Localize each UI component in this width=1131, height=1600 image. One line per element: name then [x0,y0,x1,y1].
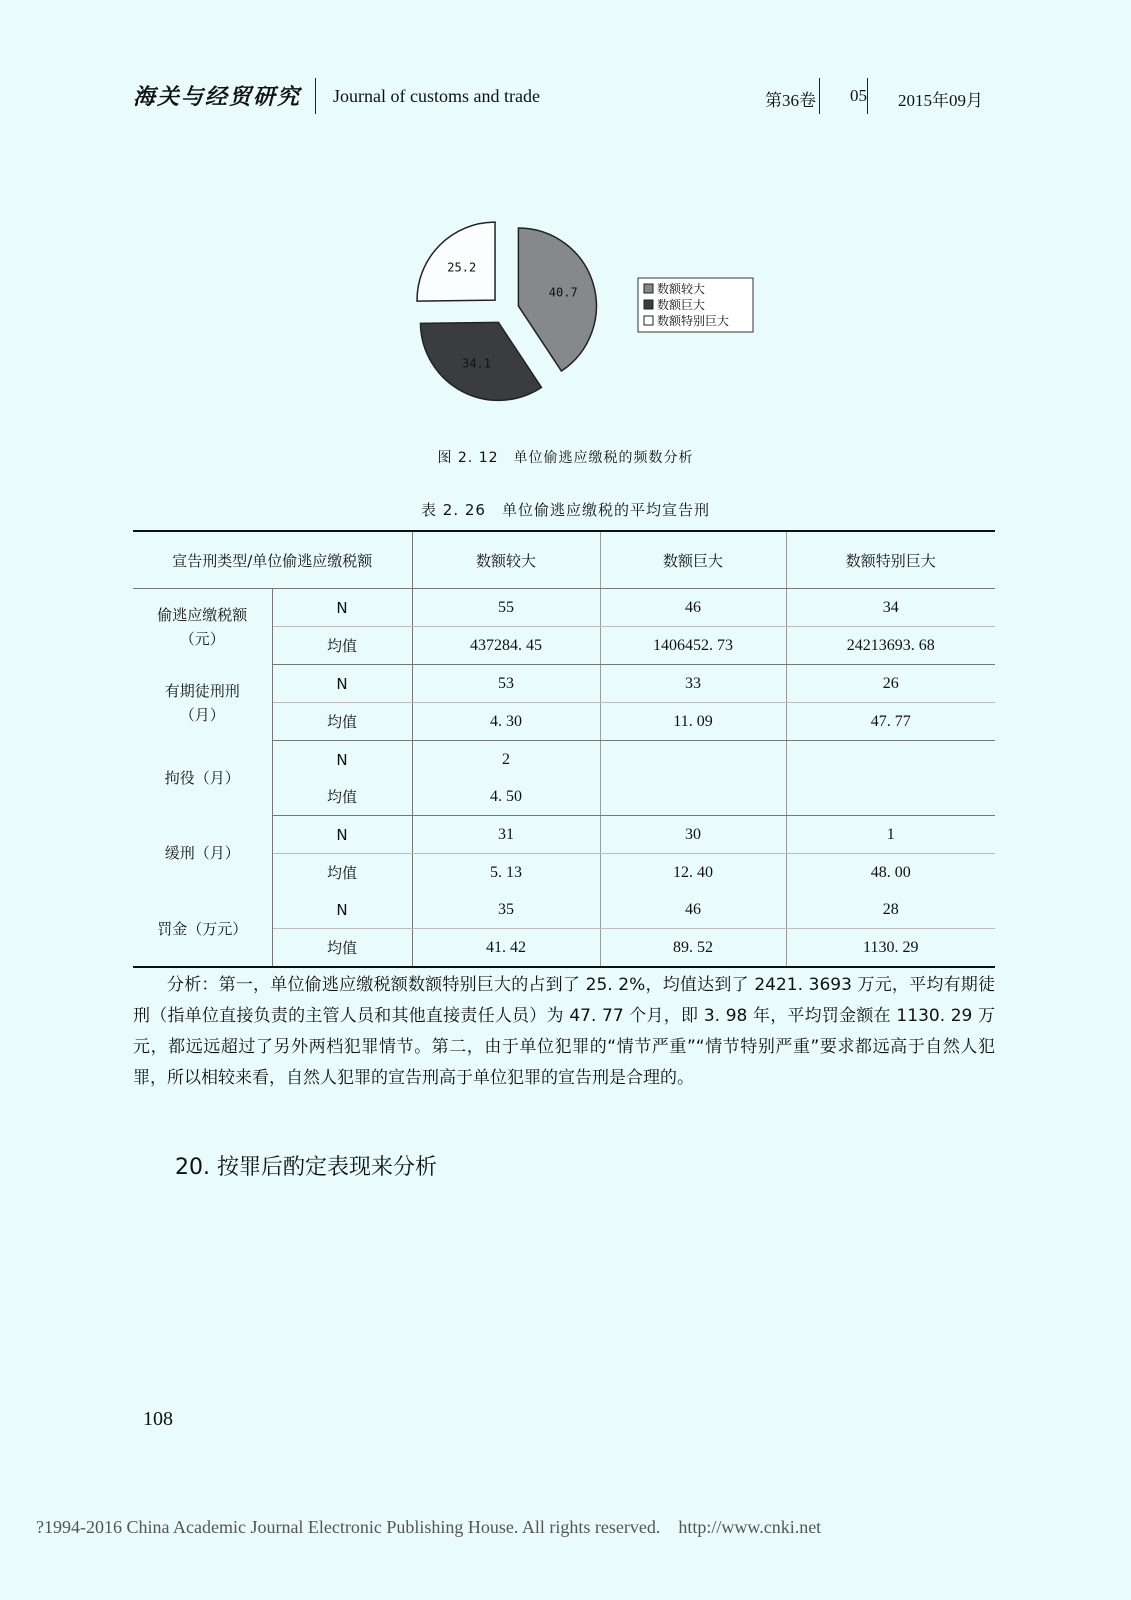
table-cell: 47. 77 [786,703,995,741]
group-label: 偷逃应缴税额 （元） [133,589,272,665]
table-row [133,589,995,627]
group-label: 有期徒刑刑 （月） [133,665,272,741]
table-cell: 24213693. 68 [786,627,995,665]
table-cell: 53 [412,665,600,703]
table-cell: 46 [600,891,786,929]
table-cell: 41. 42 [412,929,600,968]
journal-date: 2015年09月 [898,91,983,110]
stat-label: 均值 [272,929,412,968]
table-header-row [133,531,995,589]
table-cell: 34 [786,589,995,627]
table-row [133,665,995,703]
table-cell: 35 [412,891,600,929]
header-col2: 数额巨大 [600,531,786,589]
table-cell: 5. 13 [412,854,600,892]
figure-caption: 图 2. 12 单位偷逃应缴税的频数分析 [437,450,694,466]
table-cell [786,741,995,779]
stat-label: N [272,891,412,929]
table-cell: 26 [786,665,995,703]
sentence-table [133,530,995,968]
table-cell: 11. 09 [600,703,786,741]
legend-label: 数额巨大 [657,298,706,312]
pie-data-label: 25.2 [447,260,477,275]
header-divider [819,78,820,114]
table-cell [600,741,786,779]
table-cell: 437284. 45 [412,627,600,665]
table-cell: 4. 30 [412,703,600,741]
table-cell: 28 [786,891,995,929]
table-cell [600,778,786,816]
table-cell: 30 [600,816,786,854]
stat-label: 均值 [272,778,412,816]
header-col1: 数额较大 [412,531,600,589]
table-row [133,891,995,929]
table-cell: 46 [600,589,786,627]
journal-title-cn: 海关与经贸研究 [133,84,302,110]
journal-title-en: Journal of customs and trade [333,86,540,106]
pie-data-label: 40.7 [548,285,578,300]
table-cell: 33 [600,665,786,703]
header-type: 宣告刑类型/单位偷逃应缴税额 [133,531,412,589]
copyright-footer: ?1994-2016 China Academic Journal Electronic Publishing House. All rights reserved. http://www.cnki.net [36,1517,822,1537]
stat-label: 均值 [272,627,412,665]
stat-label: 均值 [272,854,412,892]
table-cell: 89. 52 [600,929,786,968]
table-cell: 1 [786,816,995,854]
stat-label: N [272,816,412,854]
legend-label: 数额较大 [657,282,706,296]
stat-label: N [272,589,412,627]
legend-swatch [644,300,653,309]
page-number: 108 [143,1408,173,1430]
table-cell [786,778,995,816]
group-label: 罚金（万元） [133,891,272,967]
journal-issue: 05 [850,86,867,105]
stat-label: 均值 [272,703,412,741]
page-header [133,78,995,114]
table-cell: 31 [412,816,600,854]
legend-swatch [644,284,653,293]
header-divider [867,78,868,114]
table-row [133,741,995,779]
table-caption: 表 2. 26 单位偷逃应缴税的平均宣告刑 [421,501,710,519]
group-label: 拘役（月） [133,741,272,816]
legend-swatch [644,316,653,325]
header-col3: 数额特别巨大 [786,531,995,589]
table-row [133,816,995,854]
header-divider [315,78,316,114]
table-cell: 55 [412,589,600,627]
table-cell: 1130. 29 [786,929,995,968]
legend-label: 数额特别巨大 [657,314,730,328]
stat-label: N [272,741,412,779]
pie-chart [400,215,780,405]
pie-data-label: 34.1 [462,356,492,371]
table-cell: 4. 50 [412,778,600,816]
table-cell: 48. 00 [870,863,911,881]
group-label: 缓刑（月） [133,816,272,892]
table-cell: 1406452. 73 [600,627,786,665]
analysis-paragraph: 分析：第一，单位偷逃应缴税额数额特别巨大的占到了 25. 2%，均值达到了 2421. 3693 万元，平均有期徒刑（指单位直接负责的主管人员和其他直接责任人员）为 47. 77 个月，即 3. 98 年，平均罚金额在 1130. 29 万元，都远远超过了另外两档犯罪情节。第二，由于单位犯罪的“情节严重”“情节特别严重”要求都远高于自然人犯罪，所以相较来看，自然人犯罪的宣告刑高于单位犯罪的宣告刑是合理的。 [133,975,995,1088]
section-heading: 20. 按罪后酌定表现来分析 [175,1155,437,1180]
table-cell: 2 [412,741,600,779]
journal-volume: 第36卷 [765,91,816,110]
table-cell: 12. 40 [600,854,786,892]
stat-label: N [272,665,412,703]
pie-chart-svg [400,215,780,405]
